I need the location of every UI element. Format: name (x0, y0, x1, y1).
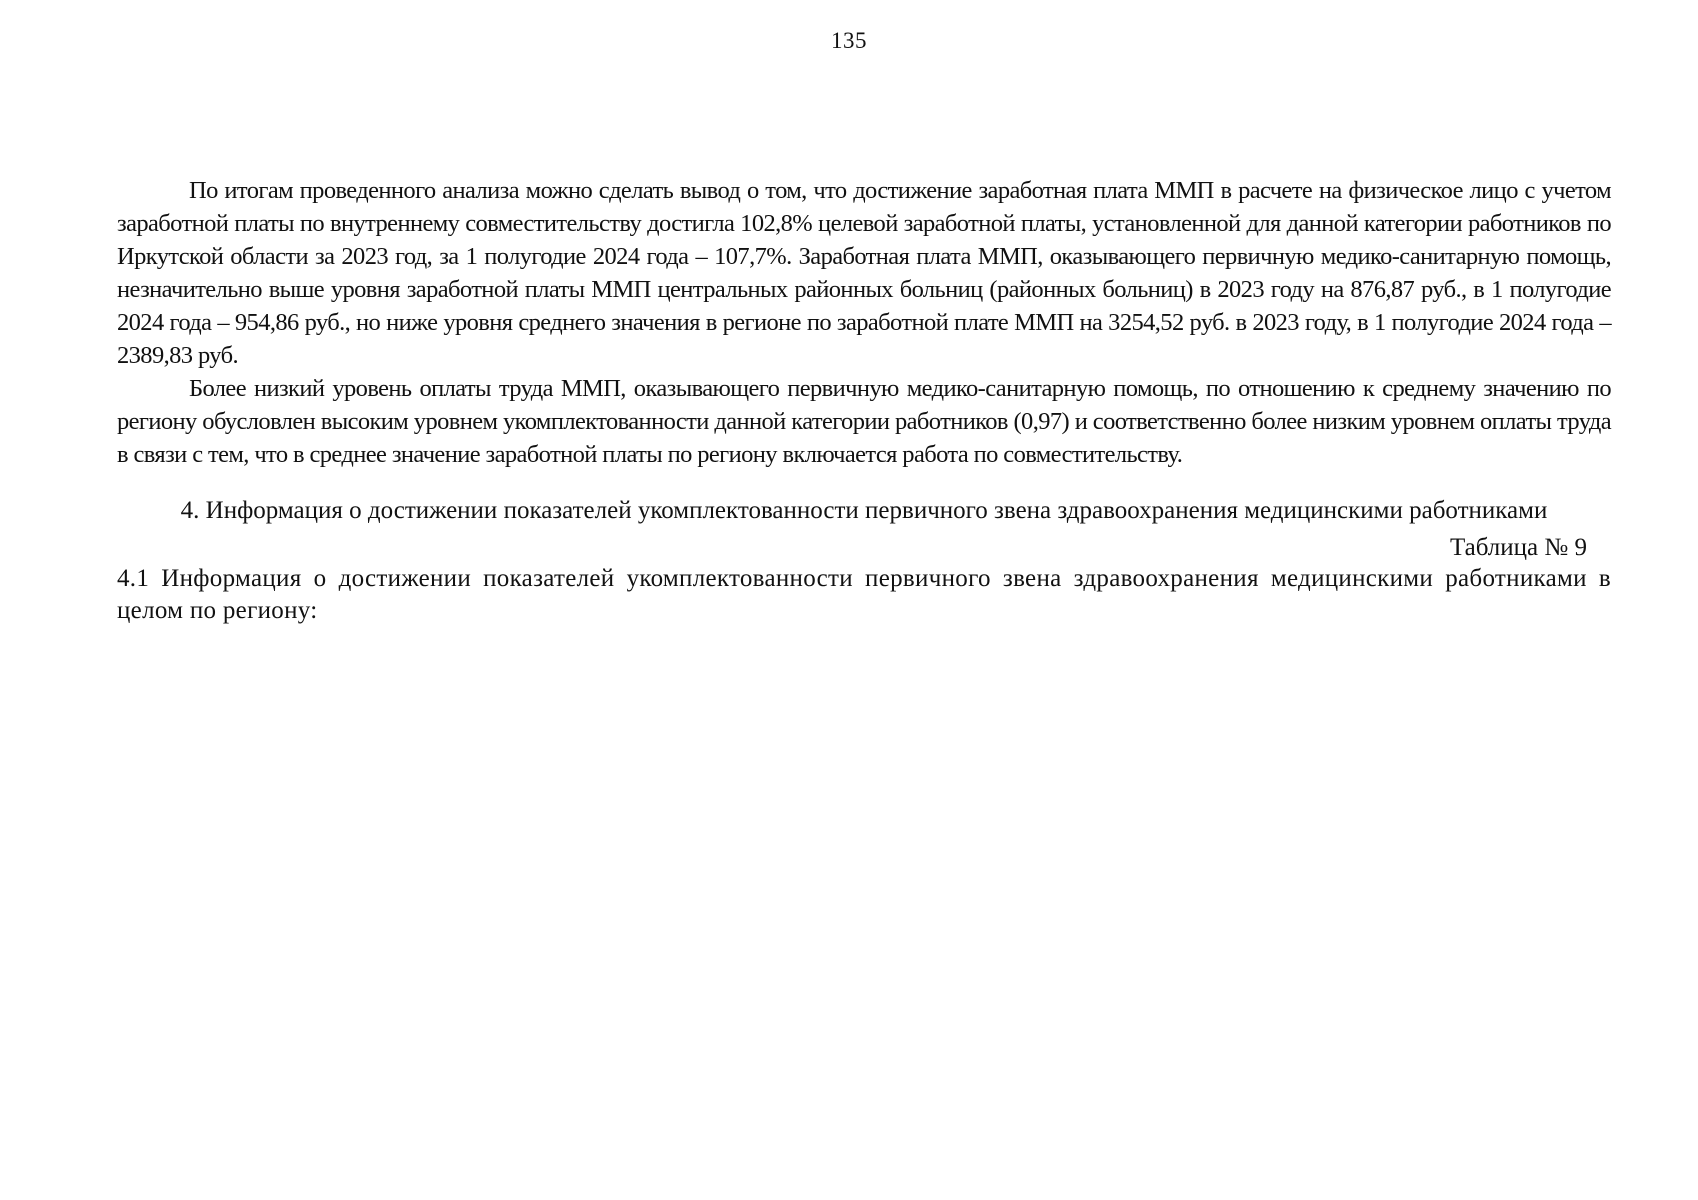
page-number: 135 (831, 28, 867, 53)
paragraph-low-pay-reason: Более низкий уровень оплаты труда ММП, оказывающего первичную медико-санитарную помощь, по отношению к среднему значению по региону обусловлен высоким уровнем укомплектованности данной категории работников (0,97) и соответственно более низким уровнем оплаты труда в связи с тем, что в среднее значение заработной платы по региону включается работа по совместительству. (117, 375, 1611, 468)
table-label: Таблица № 9 (1449, 534, 1587, 561)
document-body (117, 174, 1611, 627)
subsection-text: 4.1 Информация о достижении показателей укомплектованности первичного звена здравоохранения медицинскими работниками в целом по региону: (117, 565, 1611, 624)
section-heading: 4. Информация о достижении показателей укомплектованности первичного звена здравоохранения медицинскими работниками (180, 497, 1548, 524)
paragraph-salary-analysis: По итогам проведенного анализа можно сделать вывод о том, что достижение заработная плата ММП в расчете на физическое лицо с учетом заработной платы по внутреннему совместительству достигла 102,8% целевой заработной платы, установленной для данной категории работников по Иркутской области за 2023 год, за 1 полугодие 2024 года – 107,7%. Заработная плата ММП, оказывающего первичную медико-санитарную помощь, незначительно выше уровня заработной платы ММП центральных районных больниц (районных больниц) в 2023 году на 876,87 руб., в 1 полугодие 2024 года – 954,86 руб., но ниже уровня среднего значения в регионе по заработной плате ММП на 3254,52 руб. в 2023 году, в 1 полугодие 2024 года – 2389,83 руб. (117, 177, 1611, 369)
